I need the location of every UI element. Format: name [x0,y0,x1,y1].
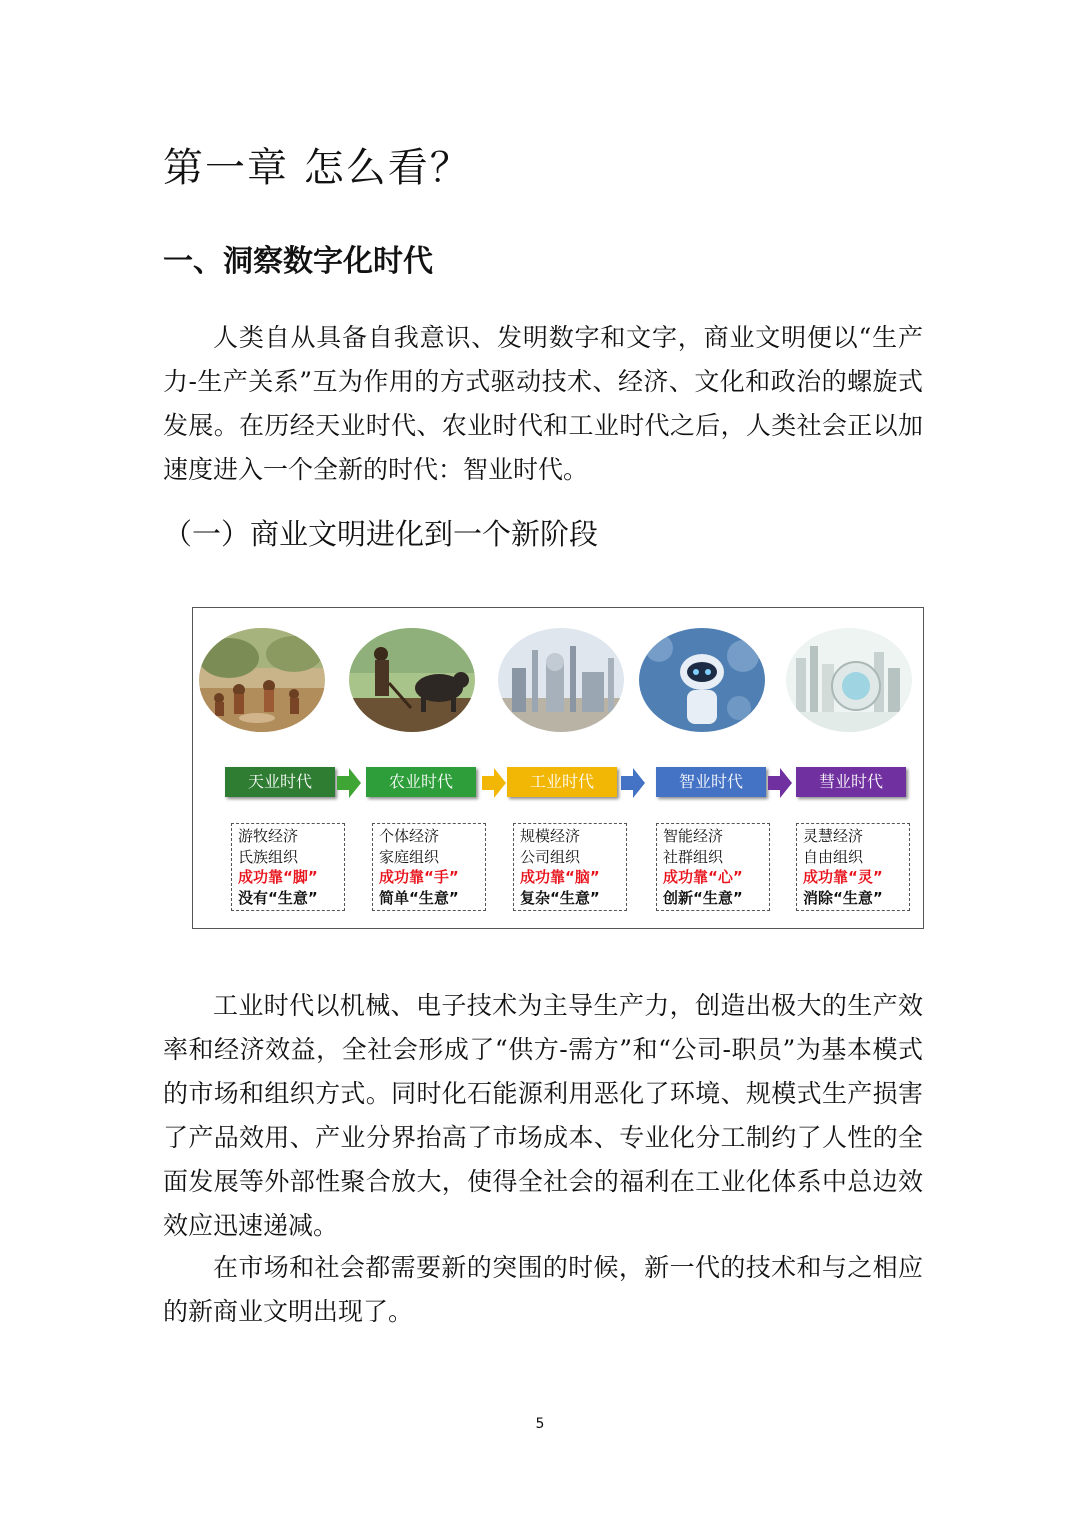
success-factor: 成功靠“脚” [238,868,318,886]
factory-illustration [498,628,624,732]
organization-type: 自由组织 [803,847,864,866]
farmer-plowing-illustration [349,628,475,732]
era-label: 智业时代 [656,767,766,797]
economy-type: 个体经济 [379,827,440,845]
paragraph-industrial-era: 工业时代以机械、电子技术为主导生产力，创造出极大的生产效率和经济效益，全社会形成了“供方-需方”和“公司-职员”为基本模式的市场和组织方式。同时化石能源利用恶化了环境、规模式生产损害了产品效用、产业分界抬高了市场成本、专业化分工制约了人性的全面发展等外部性聚合放大，使得全社会的福利在工业化体系中总边效效应迅速递减。 [163,991,923,1240]
era-column-tianye [193,608,333,928]
era-label: 工业时代 [507,767,617,797]
era-description-box [796,823,910,911]
business-mode: 复杂“生意” [520,888,600,907]
page-number: 5 [535,1416,545,1432]
economy-type: 游牧经济 [238,827,299,845]
era-column-huiye [778,608,918,928]
era-description-box [513,823,627,911]
era-label: 天业时代 [225,767,335,797]
organization-type: 家庭组织 [379,847,440,866]
organization-type: 公司组织 [520,847,581,866]
success-factor: 成功靠“手” [379,868,459,886]
subsection-title: （一）商业文明进化到一个新阶段 [163,517,599,551]
success-factor: 成功靠“脑” [520,868,600,886]
business-mode: 创新“生意” [663,888,743,907]
economy-type: 灵慧经济 [803,827,864,845]
paragraph-intro: 人类自从具备自我意识、发明数字和文字，商业文明便以“生产力-生产关系”互为作用的方式驱动技术、经济、文化和政治的螺旋式发展。在历经天业时代、农业时代和工业时代之后，人类社会正以加速度进入一个全新的时代：智业时代。 [163,323,923,484]
organization-type: 社群组织 [663,847,724,866]
business-mode: 简单“生意” [379,888,459,907]
section-title: 一、洞察数字化时代 [163,244,433,279]
tribal-camp-illustration [199,628,325,732]
era-column-gongye [490,608,630,928]
paragraph-new-civilization: 在市场和社会都需要新的突围的时候，新一代的技术和与之相应的新商业文明出现了。 [163,1253,923,1326]
economy-type: 规模经济 [520,827,581,845]
robot-illustration [639,628,765,732]
era-label: 彗业时代 [796,767,906,797]
future-city-illustration [786,628,912,732]
success-factor: 成功靠“灵” [803,868,883,886]
organization-type: 氏族组织 [238,847,299,866]
era-label: 农业时代 [366,767,476,797]
business-mode: 消除“生意” [803,888,883,907]
era-column-zhiye [637,608,777,928]
era-evolution-figure [192,607,924,929]
era-description-box [656,823,770,911]
era-column-nongye [343,608,483,928]
success-factor: 成功靠“心” [663,868,743,886]
economy-type: 智能经济 [663,827,724,845]
chapter-title: 第一章 怎么看？ [163,145,472,191]
era-description-box [372,823,486,911]
era-description-box [231,823,345,911]
business-mode: 没有“生意” [238,888,318,907]
